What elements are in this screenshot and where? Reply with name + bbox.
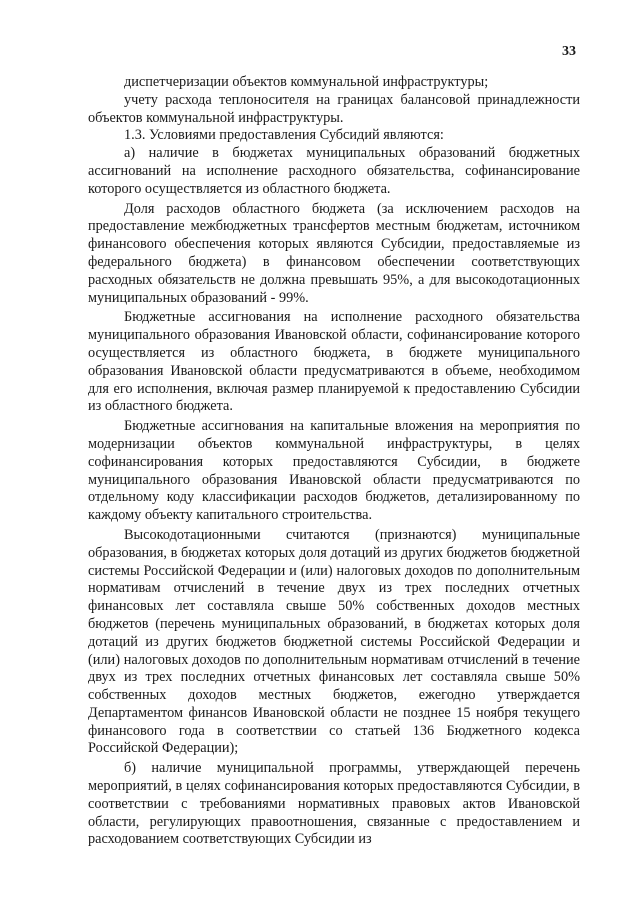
paragraph-expense-share: Доля расходов областного бюджета (за исключением расходов на предоставление межбюджетных трансфертов местным бюджетам, источником финансового обеспечения которых являются Субсидии, предоставляемые из федерального бюджета) в финансовом обеспечении соответствующих расходных обязательств не должна превышать 95%, а для высокодотационных муниципальных образований - 99%. — [88, 200, 580, 306]
paragraph-condition-b: б) наличие муниципальной программы, утверждающей перечень мероприятий, в целях софинансирования которых предоставляются Субсидии, в соответствии с требованиями нормативных правовых актов Ивановской области, регулирующих правоотношения, связанные с предоставлением и расходованием соответствующих Субсидии из — [88, 760, 580, 848]
document-body — [88, 74, 580, 849]
paragraph-budget-allocations: Бюджетные ассигнования на исполнение расходного обязательства муниципального образования Ивановской области, софинансирование которого осуществляется из областного бюджета, в бюджете муниципального образования Ивановской области предусматриваются в объеме, необходимом для его исполнения, включая размер планируемой к предоставлению Субсидии из областного бюджета. — [88, 309, 580, 415]
paragraph-conditions-heading: 1.3. Условиями предоставления Субсидий являются: — [124, 127, 444, 144]
paragraph-condition-a: а) наличие в бюджетах муниципальных образований бюджетных ассигнований на исполнение расходного обязательства, софинансирование которого осуществляется из областного бюджета. — [88, 145, 580, 197]
paragraph-capital-investments: Бюджетные ассигнования на капитальные вложения на мероприятия по модернизации объектов коммунальной инфраструктуры, в целях софинансирования которых предоставляются Субсидии, в бюджете муниципального образования Ивановской области предусматриваются по отдельному коду классификации расходов бюджетов, детализированному по каждому объекту капитального строительства. — [88, 418, 580, 524]
paragraph-high-subsidy-definition: Высокодотационными считаются (признаются) муниципальные образования, в бюджетах которых доля дотаций из других бюджетов бюджетной системы Российской Федерации и (или) налоговых доходов по дополнительным нормативам отчислений в течение двух из трех последних отчетных финансовых лет составляла свыше 50% собственных доходов местных бюджетов (перечень муниципальных образований, в бюджетах которых доля дотаций из других бюджетов бюджетной системы Российской Федерации и (или) налоговых доходов по дополнительным нормативам отчислений в течение двух из трех последних отчетных финансовых лет составляла свыше 50% собственных доходов местных бюджетов, ежегодно утверждается Департаментом финансов Ивановской области не позднее 15 ноября текущего финансового года в соответствии со статьей 136 Бюджетного кодекса Российской Федерации); — [88, 526, 580, 757]
paragraph-coolant-accounting: учету расхода теплоносителя на границах балансовой принадлежности объектов коммунальной инфраструктуры. — [88, 91, 580, 126]
page-number: 33 — [562, 44, 576, 59]
paragraph-dispatching: диспетчеризации объектов коммунальной инфраструктуры; — [124, 74, 489, 90]
